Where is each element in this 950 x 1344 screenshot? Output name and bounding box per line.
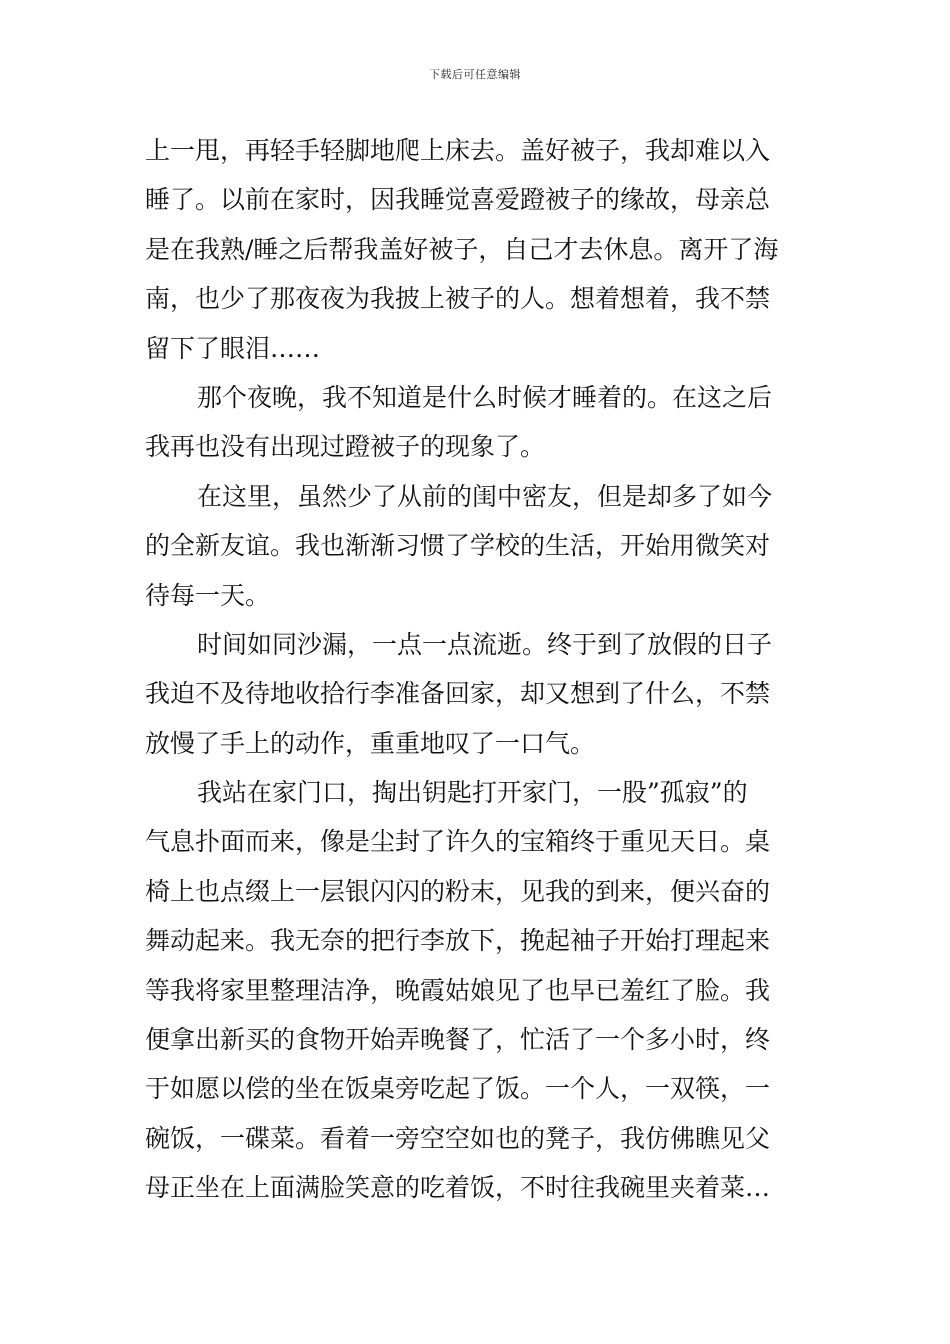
text-line: 碗饭，一碟菜。看着一旁空空如也的凳子，我仿佛瞧见父 bbox=[145, 1123, 771, 1153]
text-line: 是在我熟/睡之后帮我盖好被子，自己才去休息。离开了海 bbox=[145, 234, 779, 264]
text-line: 时间如同沙漏，一点一点流逝。终于到了放假的日子 bbox=[197, 629, 773, 659]
text-line: 母正坐在上面满脸笑意的吃着饭，不时往我碗里夹着菜… bbox=[145, 1173, 771, 1203]
text-line: 等我将家里整理洁净，晚霞姑娘见了也早已羞红了脸。我 bbox=[145, 975, 771, 1005]
text-line: 气息扑面而来，像是尘封了许久的宝箱终于重见天日。桌 bbox=[145, 827, 771, 857]
text-line: 便拿出新买的食物开始弄晚餐了，忙活了一个多小时，终 bbox=[145, 1025, 771, 1055]
text-line: 椅上也点缀上一层银闪闪的粉末，见我的到来，便兴奋的 bbox=[145, 876, 771, 906]
text-line: 那个夜晚，我不知道是什么时候才睡着的。在这之后 bbox=[197, 382, 773, 412]
text-line: 我站在家门口，掏出钥匙打开家门，一股”孤寂”的 bbox=[197, 778, 748, 808]
text-line: 在这里，虽然少了从前的闺中密友，但是却多了如今 bbox=[197, 481, 773, 511]
text-line: 我迫不及待地收拾行李准备回家，却又想到了什么，不禁 bbox=[145, 679, 771, 709]
text-line: 睡了。以前在家时，因我睡觉喜爱蹬被子的缘故，母亲总 bbox=[145, 185, 771, 215]
text-line: 上一甩，再轻手轻脚地爬上床去。盖好被子，我却难以入 bbox=[145, 136, 771, 165]
text-line: 于如愿以偿的坐在饭桌旁吃起了饭。一个人，一双筷，一 bbox=[145, 1074, 771, 1104]
text-line: 舞动起来。我无奈的把行李放下，挽起袖子开始打理起来 bbox=[145, 926, 771, 956]
text-line: 放慢了手上的动作，重重地叹了一口气。 bbox=[145, 728, 596, 758]
text-line: 待每一天。 bbox=[145, 580, 271, 610]
page-header: 下载后可任意编辑 bbox=[429, 68, 521, 81]
text-line: 我再也没有出现过蹬被子的现象了。 bbox=[145, 432, 546, 462]
text-line: 南，也少了那夜夜为我披上被子的人。想着想着，我不禁 bbox=[145, 284, 771, 314]
text-line: 留下了眼泪…… bbox=[145, 333, 321, 363]
body-text bbox=[145, 126, 810, 1213]
text-line: 的全新友谊。我也渐渐习惯了学校的生活，开始用微笑对 bbox=[145, 531, 771, 561]
